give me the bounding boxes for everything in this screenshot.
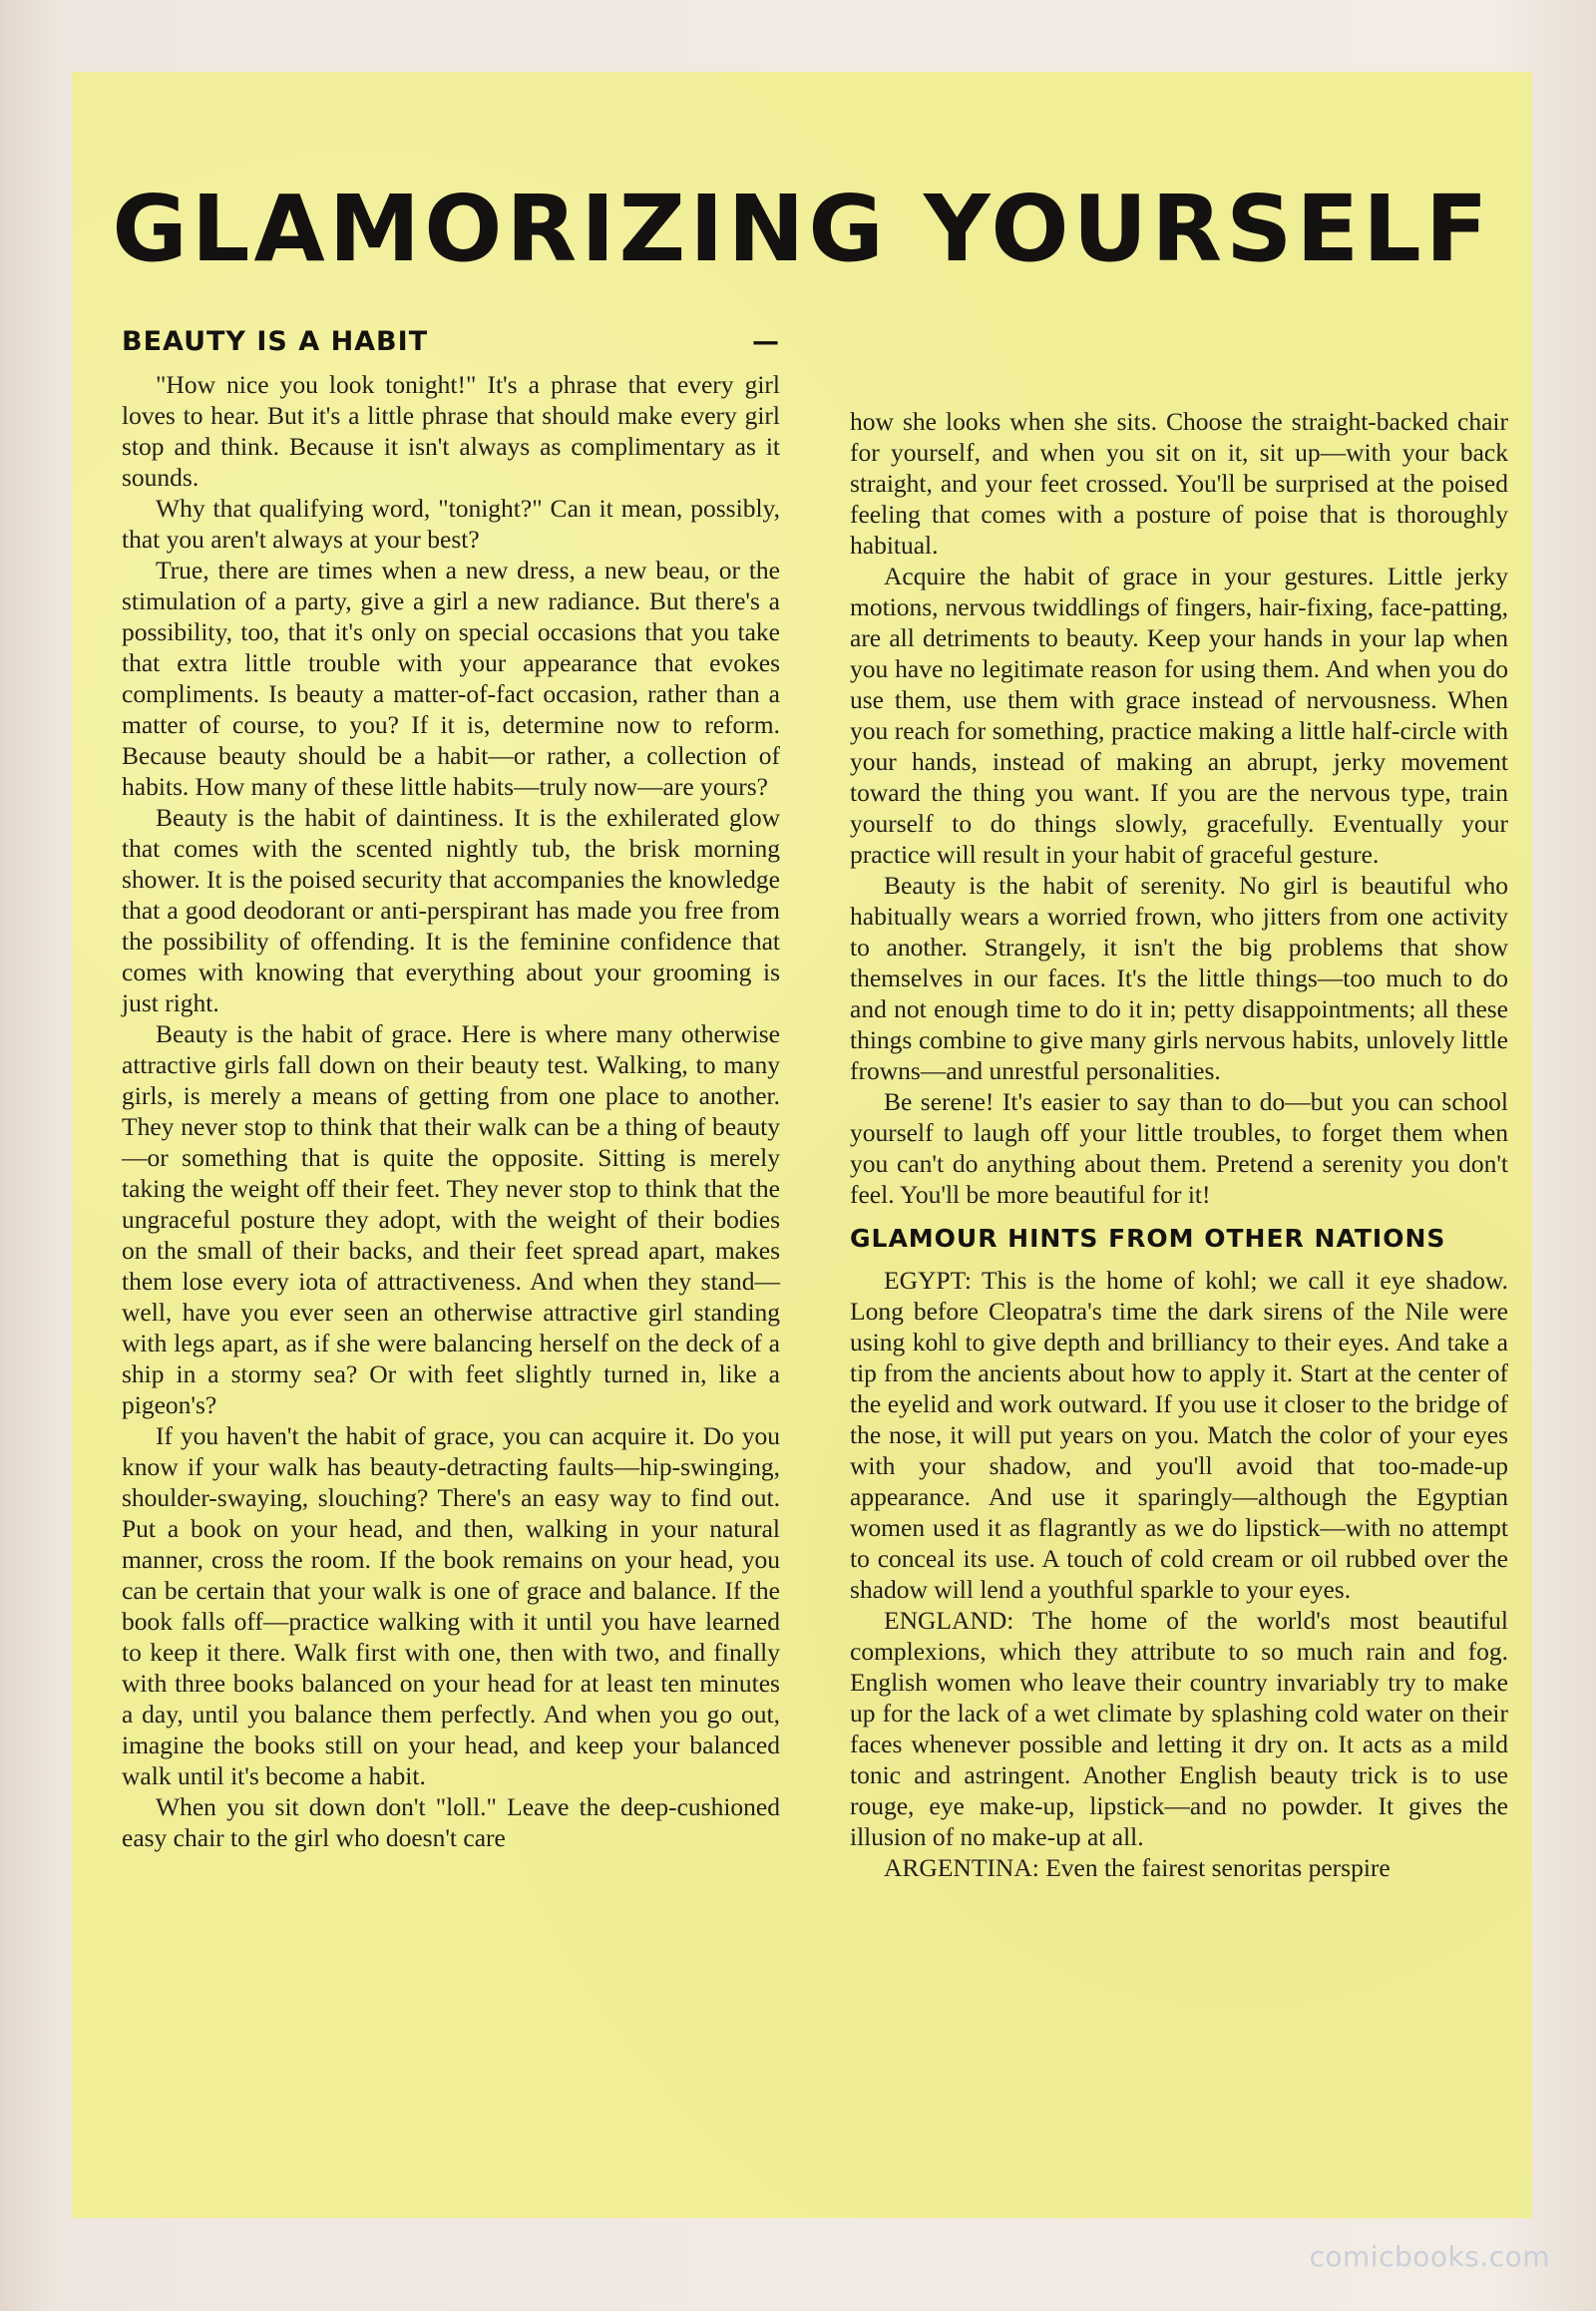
left-column [122,326,780,1883]
paragraph: Beauty is the habit of daintiness. It is the exhilerated glow that comes with the scented nightly tub, the brisk morning shower. It is the poised security that accompanies the knowledge that a good deodorant or anti-perspirant has made you free from the possibility of offending. It is the feminine confidence that comes with knowing that everything about your grooming is just right. [122,803,780,1017]
paragraph-england: ENGLAND: The home of the world's most beautiful complexions, which they attribute to so much rain and fog. English women who leave their country invariably try to make up for the lack of a wet climate by splashing cold water on their faces whenever possible and letting it dry on. It acts as a mild tonic and astringent. Another English beauty trick is to use rouge, eye make-up, lipstick—and no powder. It gives the illusion of no make-up at all. [850,1606,1508,1851]
paragraph: Be serene! It's easier to say than to do—but you can school yourself to laugh off your little troubles, to forget them when you can't do anything about them. Pretend a serenity you don't feel. You'll be more beautiful for it! [850,1087,1508,1209]
paragraph: Beauty is the habit of grace. Here is where many otherwise attractive girls fall down on their beauty test. Walking, to many girls, is merely a means of getting from one place to another. They never stop to think that their walk can be a thing of beauty—or something that is quite the opposite. Sitting is merely taking the weight off their feet. They never stop to think that the ungraceful posture they adopt, with the weight of their bodies on the small of their backs, and their feet spread apart, makes them lose every iota of attractiveness. And when they stand—well, have you ever seen an otherwise attractive girl standing with legs apart, as if she were balancing herself on the deck of a ship in a stormy sea? Or with feet slightly turned in, like a pigeon's? [122,1019,780,1419]
paragraph-continued: how she looks when she sits. Choose the straight-backed chair for yourself, and when you sit on it, sit up—with your back straight, and your feet crossed. You'll be surprised at the poised feeling that comes with a posture of poise that is thoroughly habitual. [850,407,1508,560]
paragraph: Beauty is the habit of serenity. No girl is beautiful who habitually wears a worried frown, who jitters from one activity to another. Strangely, it isn't the big problems that show themselves in our faces. It's the little things—too much to do and not enough time to do it in; petty disappointments; all these things combine to give many girls nervous habits, unlovely little frowns—and unrestful personalities. [850,871,1508,1085]
paragraph: Acquire the habit of grace in your gestures. Little jerky motions, nervous twiddlings of fingers, hair-fixing, face-patting, are all detriments to beauty. Keep your hands in your lap when you have no legitimate reason for using them. And when you do use them, use them with grace instead of nervousness. When you reach for something, practice making a little half-circle with your hands, instead of making an abrupt, jerky movement toward the thing you want. If you are the nervous type, train yourself to do things slowly, gracefully. Eventually your practice will result in your habit of graceful gesture. [850,562,1508,869]
paragraph: Why that qualifying word, "tonight?" Can it mean, possibly, that you aren't always at your best? [122,494,780,554]
article-title: GLAMORIZING YOURSELF [112,176,1492,282]
article-columns [122,326,1508,1883]
heading-dash: — [752,326,780,357]
article-panel [72,72,1532,2218]
paragraph: If you haven't the habit of grace, you can acquire it. Do you know if your walk has beauty-detracting faults—hip-swinging, shoulder-swaying, slouching? There's an easy way to find out. Put a book on your head, and then, walking in your natural manner, cross the room. If the book remains on your head, you can be certain that your walk is one of grace and balance. If the book falls off—practice walking with it until you have learned to keep it there. Walk first with one, then with two, and finally with three books balanced on your head for at least ten minutes a day, until you balance them perfectly. And when you go out, imagine the books still on your head, and keep your balanced walk until it's become a habit. [122,1421,780,1790]
right-column [850,326,1508,1883]
paragraph: True, there are times when a new dress, a new beau, or the stimulation of a party, give a girl a new radiance. But there's a possibility, too, that it's only on special occasions that you take that extra little trouble with your appearance that evokes compliments. Is beauty a matter-of-fact occasion, rather than a matter of course, to you? If it is, determine now to reform. Because beauty should be a habit—or rather, a collection of habits. How many of these little habits—truly now—are yours? [122,556,780,801]
section-heading-glamour-hints [850,1224,1508,1253]
paragraph: "How nice you look tonight!" It's a phrase that every girl loves to hear. But it's a little phrase that should make every girl stop and think. Because it isn't always as complimentary as it sounds. [122,370,780,492]
watermark: comicbooks.com [1309,2240,1550,2273]
section-heading-text: GLAMOUR HINTS FROM OTHER NATIONS [850,1224,1446,1253]
section-heading-beauty-habit [122,326,780,357]
paragraph-egypt: EGYPT: This is the home of kohl; we call it eye shadow. Long before Cleopatra's time the dark sirens of the Nile were using kohl to give depth and brilliancy to their eyes. And take a tip from the ancients about how to apply it. Start at the center of the eyelid and work outward. If you use it closer to the bridge of the nose, it will put years on you. Match the color of your eyes with your shadow, and you'll avoid that too-made-up appearance. And use it sparingly—although the Egyptian women used it as flagrantly as we do lipstick—with no attempt to conceal its use. A touch of cold cream or oil rubbed over the shadow will lend a youthful sparkle to your eyes. [850,1266,1508,1604]
paragraph-argentina: ARGENTINA: Even the fairest senoritas perspire [884,1853,1391,1882]
paragraph: When you sit down don't "loll." Leave the deep-cushioned easy chair to the girl who doesn't care [122,1792,780,1852]
section-heading-text: BEAUTY IS A HABIT [122,326,429,357]
